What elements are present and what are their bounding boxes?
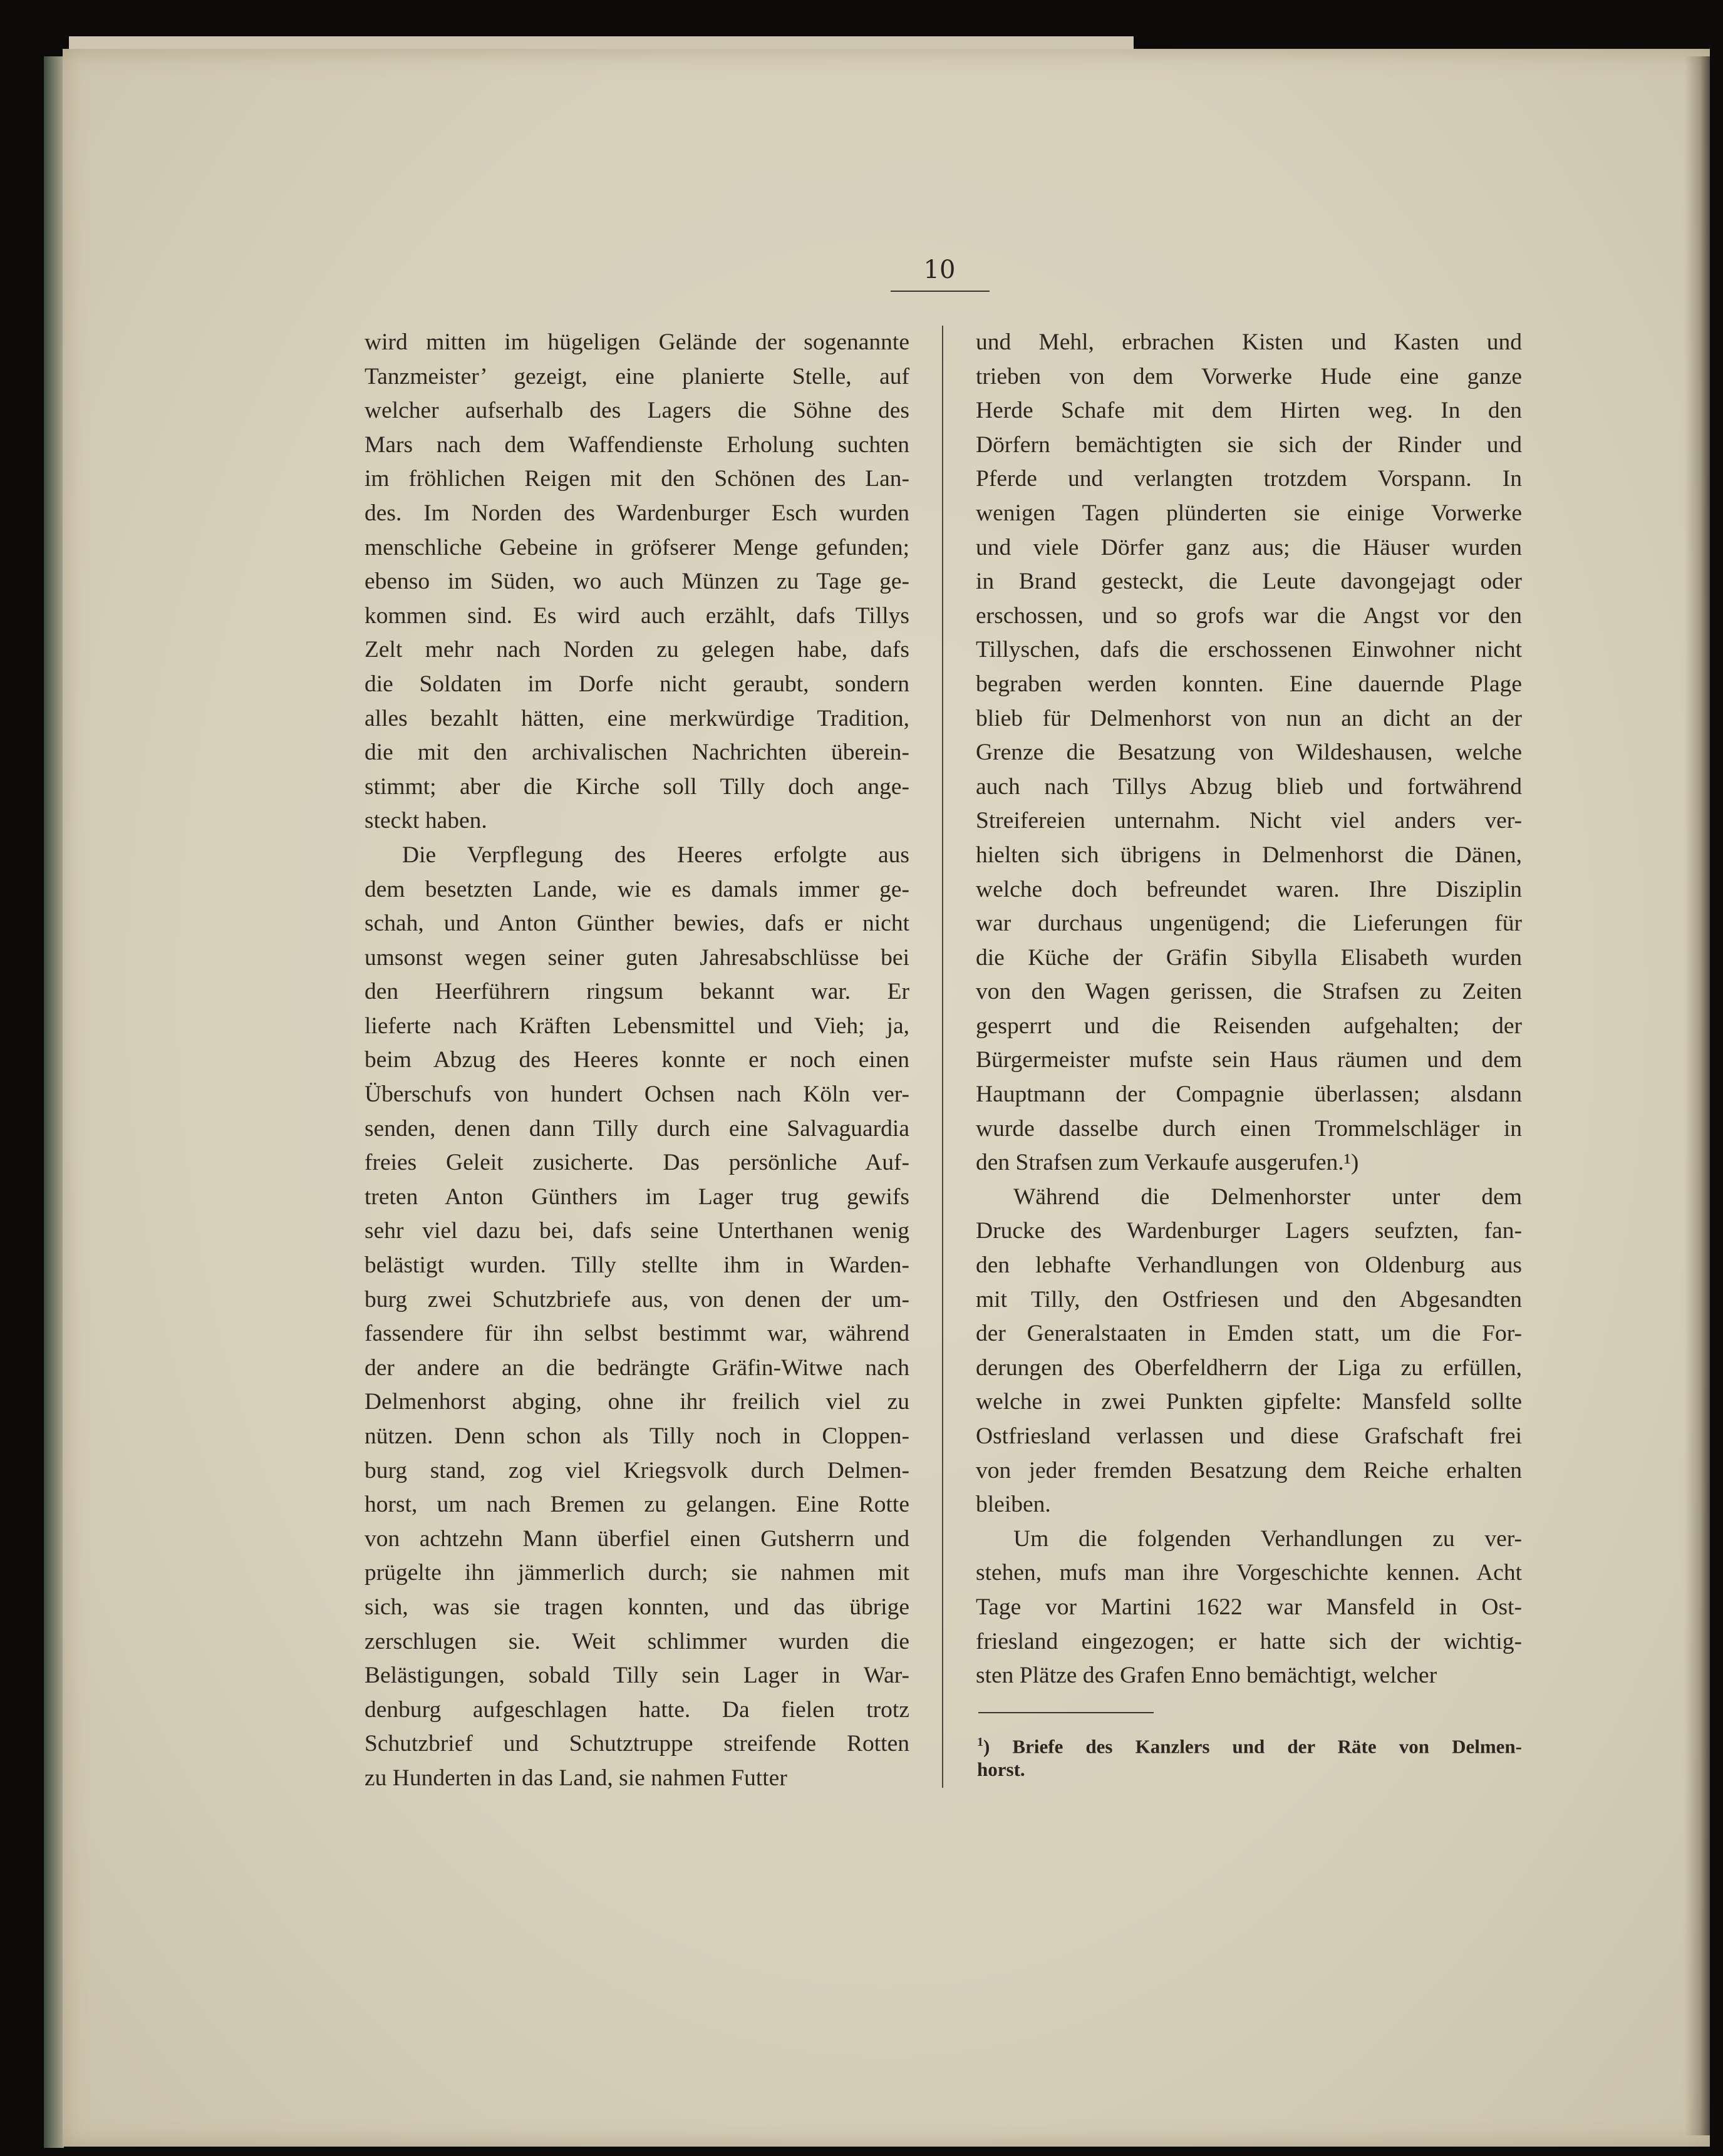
text-line: treten Anton Günthers im Lager trug gewifs xyxy=(365,1184,909,1210)
text-line: Delmenhorst abging, ohne ihr freilich viel zu xyxy=(365,1389,909,1415)
text-line: Ostfriesland verlassen und diese Grafschaft frei xyxy=(976,1423,1522,1449)
text-line: wenigen Tagen plünderten sie einige Vorwerke xyxy=(976,500,1522,526)
text-line: wird mitten im hügeligen Gelände der sogenannte xyxy=(365,329,909,355)
text-line: fassendere für ihn selbst bestimmt war, während xyxy=(365,1321,909,1347)
text-line: von achtzehn Mann überfiel einen Gutsherrn und xyxy=(365,1525,909,1552)
text-line: blieb für Delmenhorst von nun an dicht an der xyxy=(976,705,1522,731)
text-line: die Küche der Gräfin Sibylla Elisabeth wurden xyxy=(976,944,1522,971)
text-line: welche in zwei Punkten gipfelte: Mansfeld sollte xyxy=(976,1389,1522,1415)
text-line: Überschufs von hundert Ochsen nach Köln ver- xyxy=(365,1081,909,1108)
footnote-rule xyxy=(978,1712,1154,1713)
text-line: wurde dasselbe durch einen Trommelschläger in xyxy=(976,1115,1522,1142)
text-line: Pferde und verlangten trotzdem Vorspann. In xyxy=(976,466,1522,492)
text-line: in Brand gesteckt, die Leute davongejagt oder xyxy=(976,569,1522,595)
text-line: kommen sind. Es wird auch erzählt, dafs Tillys xyxy=(365,602,909,629)
text-line: Tage vor Martini 1622 war Mansfeld in Ost- xyxy=(976,1594,1522,1620)
text-line: den Strafsen zum Verkaufe ausgerufen.¹) xyxy=(976,1150,1359,1176)
text-line: Tanzmeister’ gezeigt, eine planierte Stelle, auf xyxy=(365,363,909,389)
text-line: auch nach Tillys Abzug blieb und fortwährend xyxy=(976,773,1522,800)
text-line: Drucke des Wardenburger Lagers seufzten, fan- xyxy=(976,1218,1522,1244)
text-line: sten Plätze des Grafen Enno bemächtigt, welcher xyxy=(976,1663,1437,1689)
text-line: Während die Delmenhorster unter dem xyxy=(1013,1184,1522,1210)
text-line: die mit den archivalischen Nachrichten überein- xyxy=(365,740,909,766)
text-line: zerschlugen sie. Weit schlimmer wurden die xyxy=(365,1628,909,1654)
text-line: gesperrt und die Reisenden aufgehalten; der xyxy=(976,1013,1522,1039)
text-line: war durchaus ungenügend; die Lieferungen für xyxy=(976,910,1522,937)
text-line: stehen, mufs man ihre Vorgeschichte kennen. Acht xyxy=(976,1560,1522,1586)
text-line: zu Hunderten in das Land, sie nahmen Futter xyxy=(365,1765,787,1791)
text-line: Bürgermeister mufste sein Haus räumen und dem xyxy=(976,1047,1522,1073)
page-number: 10 xyxy=(923,255,956,284)
binding-strip xyxy=(44,56,64,2148)
text-line: Tillyschen, dafs die erschossenen Einwohner nicht xyxy=(976,637,1522,663)
text-line: dem besetzten Lande, wie es damals immer ge- xyxy=(365,876,909,902)
text-line: Streifereien unternahm. Nicht viel anders ver- xyxy=(976,808,1522,834)
text-line: ebenso im Süden, wo auch Münzen zu Tage ge- xyxy=(365,569,909,595)
text-line: sehr viel dazu bei, dafs seine Unterthanen wenig xyxy=(365,1218,909,1244)
text-line: von den Wagen gerissen, die Strafsen zu Zeiten xyxy=(976,979,1522,1005)
text-line: bleiben. xyxy=(976,1492,1051,1518)
text-line: alles bezahlt hätten, eine merkwürdige Tradition, xyxy=(365,705,909,731)
text-line: begraben werden konnten. Eine dauernde Plage xyxy=(976,671,1522,697)
left-text-column xyxy=(365,326,909,1796)
text-line: beim Abzug des Heeres konnte er noch einen xyxy=(365,1047,909,1073)
text-line: der andere an die bedrängte Gräfin-Witwe nach xyxy=(365,1354,909,1381)
text-line: senden, denen dann Tilly durch eine Salvaguardia xyxy=(365,1115,909,1142)
text-line: den Heerführern ringsum bekannt war. Er xyxy=(365,979,909,1005)
text-line: Herde Schafe mit dem Hirten weg. In den xyxy=(976,398,1522,424)
text-line: Zelt mehr nach Norden zu gelegen habe, dafs xyxy=(365,637,909,663)
text-line: welcher aufserhalb des Lagers die Söhne des xyxy=(365,398,909,424)
page-edge-shadow xyxy=(1685,56,1710,2135)
text-line: prügelte ihn jämmerlich durch; sie nahmen mit xyxy=(365,1560,909,1586)
text-line: lieferte nach Kräften Lebensmittel und Vieh; ja, xyxy=(365,1013,909,1039)
text-line: derungen des Oberfeldherrn der Liga zu erfüllen, xyxy=(976,1354,1522,1381)
text-line: steckt haben. xyxy=(365,808,487,834)
text-line: Die Verpflegung des Heeres erfolgte aus xyxy=(402,842,909,868)
text-line: schah, und Anton Günther bewies, dafs er nicht xyxy=(365,910,909,937)
text-line: belästigt wurden. Tilly stellte ihm in Warden- xyxy=(365,1252,909,1279)
text-line: im fröhlichen Reigen mit den Schönen des Lan- xyxy=(365,466,909,492)
text-line: die Soldaten im Dorfe nicht geraubt, sondern xyxy=(365,671,909,697)
text-line: hielten sich übrigens in Delmenhorst die Dänen, xyxy=(976,842,1522,868)
footnote-marker: 1 xyxy=(977,1735,983,1749)
text-line: burg zwei Schutzbriefe aus, von denen der um- xyxy=(365,1286,909,1313)
text-line: denburg aufgeschlagen hatte. Da fielen trotz xyxy=(365,1696,909,1723)
text-line: burg stand, zog viel Kriegsvolk durch Delmen- xyxy=(365,1457,909,1483)
text-line: Dörfern bemächtigten sie sich der Rinder und xyxy=(976,431,1522,458)
text-line: des. Im Norden des Wardenburger Esch wurden xyxy=(365,500,909,526)
footnote xyxy=(977,1728,1522,1783)
column-divider xyxy=(942,326,943,1788)
text-line: Schutzbrief und Schutztruppe streifende Rotten xyxy=(365,1731,909,1757)
right-text-column xyxy=(976,326,1522,1693)
text-line: Belästigungen, sobald Tilly sein Lager in War- xyxy=(365,1663,909,1689)
text-line: welche doch befreundet waren. Ihre Disziplin xyxy=(976,876,1522,902)
text-line: den lebhafte Verhandlungen von Oldenburg aus xyxy=(976,1252,1522,1279)
text-line: menschliche Gebeine in gröfserer Menge gefunden; xyxy=(365,534,909,560)
text-line: umsonst wegen seiner guten Jahresabschlüsse bei xyxy=(365,944,909,971)
page-number-rule xyxy=(891,291,990,292)
text-line: und Mehl, erbrachen Kisten und Kasten und xyxy=(976,329,1522,355)
text-line: von jeder fremden Besatzung dem Reiche erhalten xyxy=(976,1457,1522,1483)
text-line: erschossen, und so grofs war die Angst vor den xyxy=(976,602,1522,629)
footnote-text: ) Briefe des Kanzlers und der Räte von Delmen- xyxy=(983,1735,1522,1758)
text-line: stimmt; aber die Kirche soll Tilly doch ange- xyxy=(365,773,909,800)
text-line: Mars nach dem Waffendienste Erholung suchten xyxy=(365,431,909,458)
footnote-line xyxy=(977,1728,1522,1756)
text-line: trieben von dem Vorwerke Hude eine ganze xyxy=(976,363,1522,389)
text-line: horst, um nach Bremen zu gelangen. Eine Rotte xyxy=(365,1492,909,1518)
text-line: Grenze die Besatzung von Wildeshausen, welche xyxy=(976,740,1522,766)
text-line: mit Tilly, den Ostfriesen und den Abgesandten xyxy=(976,1286,1522,1313)
text-line: und viele Dörfer ganz aus; die Häuser wurden xyxy=(976,534,1522,560)
text-line: nützen. Denn schon als Tilly noch in Cloppen- xyxy=(365,1423,909,1449)
text-line: Hauptmann der Compagnie überlassen; alsdann xyxy=(976,1081,1522,1108)
text-line: Um die folgenden Verhandlungen zu ver- xyxy=(1013,1525,1522,1552)
text-line: sich, was sie tragen konnten, und das übrige xyxy=(365,1594,909,1620)
text-line: freies Geleit zusicherte. Das persönliche Auf- xyxy=(365,1150,909,1176)
text-line: der Generalstaaten in Emden statt, um die For- xyxy=(976,1321,1522,1347)
footnote-line: horst. xyxy=(977,1758,1025,1780)
text-line: friesland eingezogen; er hatte sich der wichtig- xyxy=(976,1628,1522,1654)
